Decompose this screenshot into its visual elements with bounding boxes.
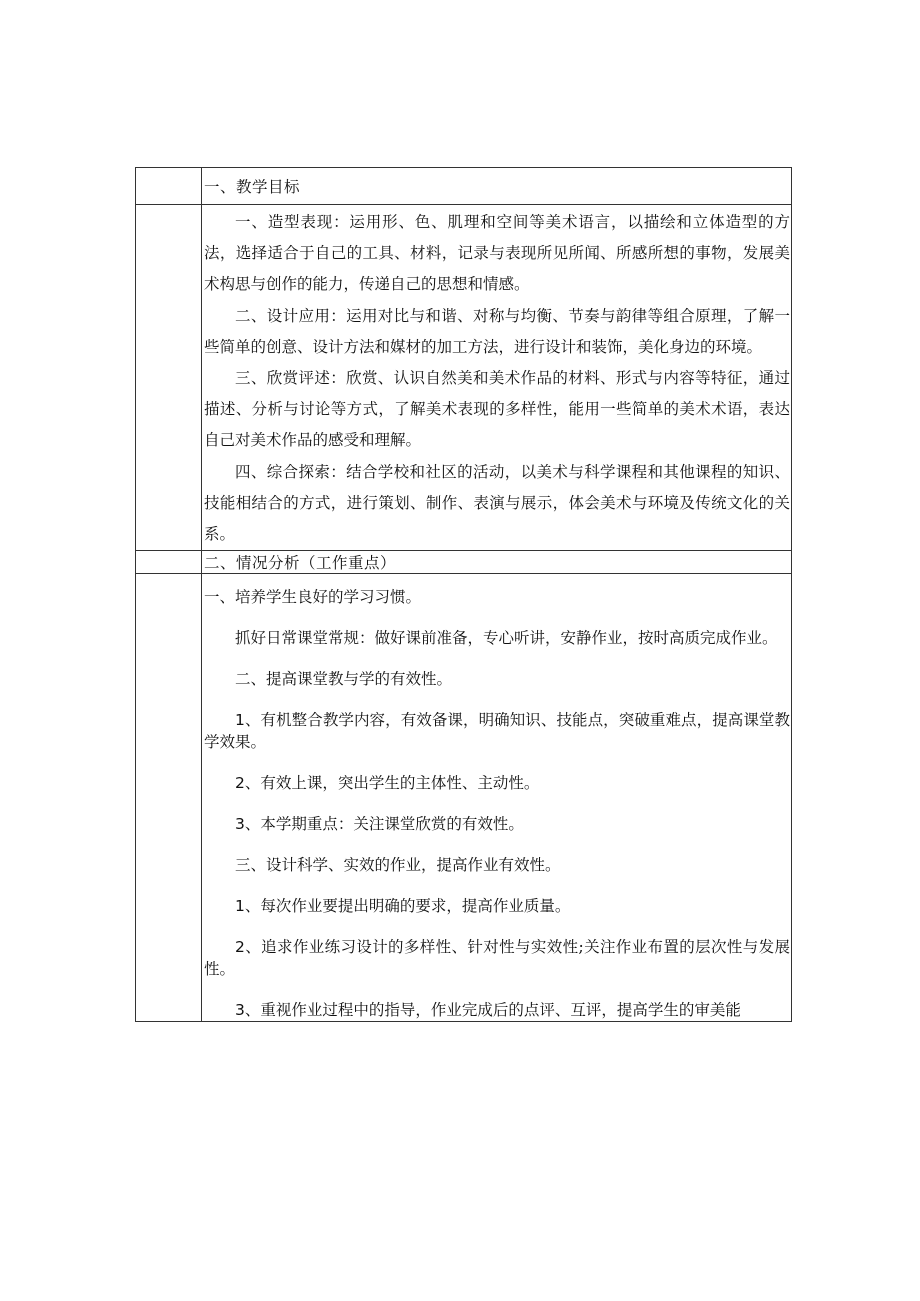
item-number: 3 <box>235 815 245 834</box>
homework-item-2: 2、追求作业练习设计的多样性、针对性与实效性;关注作业布置的层次性与发展性。 <box>204 938 790 979</box>
goal-paragraph-4: 四、综合探索：结合学校和社区的活动，以美术与科学课程和其他课程的知识、技能相结合的方式，进行策划、制作、表演与展示，体会美术与环境及传统文化的关系。 <box>204 462 790 544</box>
left-label-cell <box>136 205 202 551</box>
homework-item-3: 3、重视作业过程中的指导，作业完成后的点评、互评，提高学生的审美能 <box>235 1001 741 1020</box>
left-label-cell <box>136 574 202 1022</box>
effectiveness-item-3: 3、本学期重点：关注课堂欣赏的有效性。 <box>235 815 524 834</box>
section2-body-row <box>136 574 792 1022</box>
section1-body-row <box>136 205 792 551</box>
effectiveness-item-2: 2、有效上课，突出学生的主体性、主动性。 <box>235 774 540 793</box>
item-number: 2 <box>235 938 245 957</box>
goal-paragraph-1: 一、造型表现：运用形、色、肌理和空间等美术语言，以描绘和立体造型的方法，选择适合于自己的工具、材料，记录与表现所见所闻、所感所想的事物，发展美术构思与创作的能力，传递自己的思想和情感。 <box>204 213 790 294</box>
section1-heading-row <box>136 168 792 205</box>
left-label-cell <box>136 551 202 574</box>
section2-body-cell <box>202 574 792 1022</box>
habit-title: 一、培养学生良好的学习习惯。 <box>204 588 422 607</box>
homework-title: 三、设计科学、实效的作业，提高作业有效性。 <box>235 856 561 875</box>
item-number: 3 <box>235 1001 245 1020</box>
item-number: 1 <box>235 711 245 730</box>
effectiveness-item-1: 1、有机整合教学内容，有效备课，明确知识、技能点，突破重难点，提高课堂教学效果。 <box>204 711 790 752</box>
habit-text: 抓好日常课堂常规：做好课前准备，专心听讲，安静作业，按时高质完成作业。 <box>235 629 778 648</box>
homework-item-1: 1、每次作业要提出明确的要求，提高作业质量。 <box>235 897 571 916</box>
left-label-cell <box>136 168 202 205</box>
goal-paragraph-2: 二、设计应用：运用对比与和谐、对称与均衡、节奏与韵律等组合原理，了解一些简单的创意、设计方法和媒材的加工方法，进行设计和装饰，美化身边的环境。 <box>204 306 790 356</box>
section2-heading-cell <box>202 551 792 574</box>
effectiveness-title: 二、提高课堂教与学的有效性。 <box>235 670 453 689</box>
section1-body-cell <box>202 205 792 551</box>
item-number: 1 <box>235 897 245 916</box>
section1-heading-cell <box>202 168 792 205</box>
section2-heading: 二、情况分析（工作重点） <box>204 554 397 573</box>
plan-table <box>135 167 792 1022</box>
section2-heading-row <box>136 551 792 574</box>
item-number: 2 <box>235 774 245 793</box>
section1-heading: 一、教学目标 <box>204 178 301 196</box>
goal-paragraph-3: 三、欣赏评述：欣赏、认识自然美和美术作品的材料、形式与内容等特征，通过描述、分析与讨论等方式，了解美术表现的多样性，能用一些简单的美术术语，表达自己对美术作品的感受和理解。 <box>204 369 790 450</box>
